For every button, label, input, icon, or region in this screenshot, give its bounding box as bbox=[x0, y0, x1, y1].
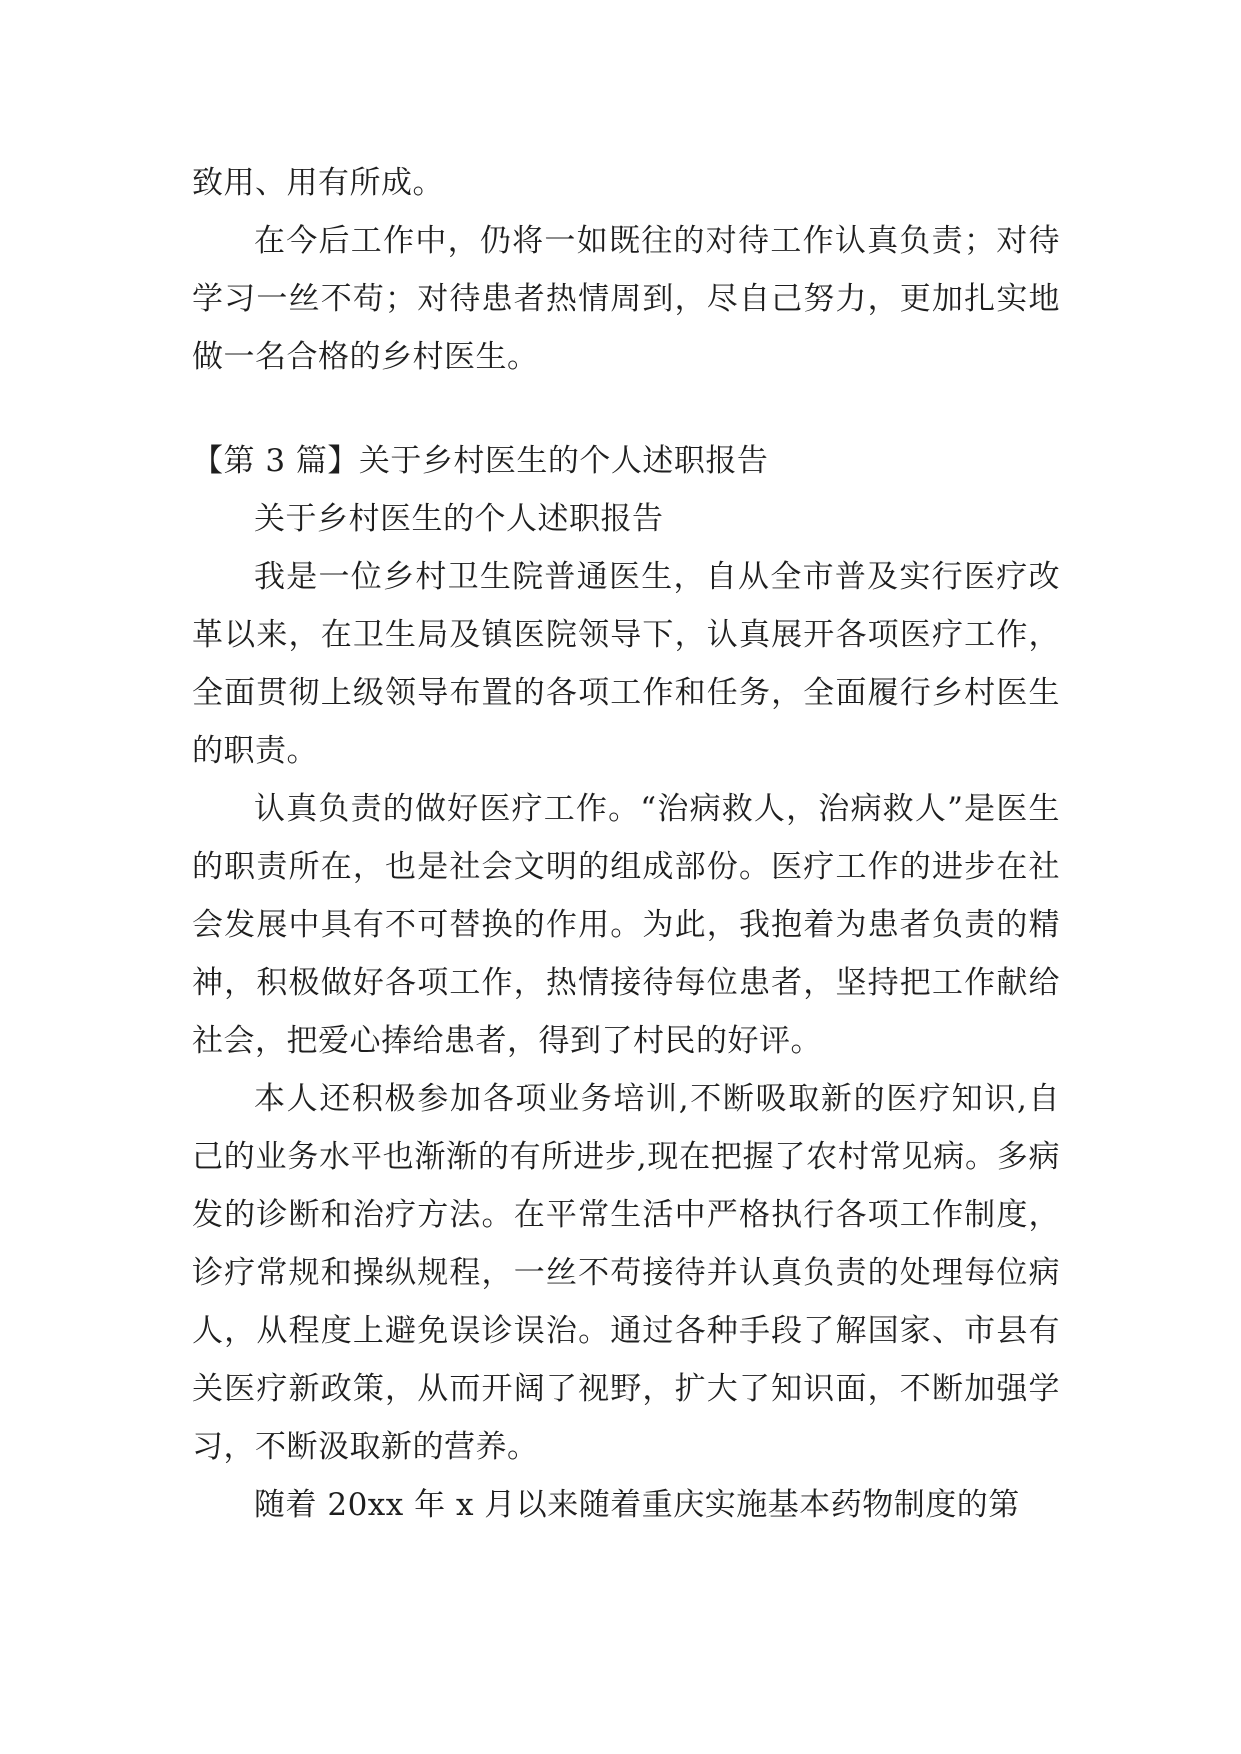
body-paragraph-4: 随着 20xx 年 x 月以来随着重庆实施基本药物制度的第 bbox=[254, 1487, 1020, 1523]
body-paragraph-3: 本人还积极参加各项业务培训,不断吸取新的医疗知识,自己的业务水平也渐渐的有所进步,现在把握了农村常见病。多病发的诊断和治疗方法。在平常生活中严格执行各项工作制度，诊疗常规和操纵规程，一丝不苟接待并认真负责的处理每位病人，从程度上避免误诊误治。通过各种手段了解国家、市县有关医疗新政策，从而开阔了视野，扩大了知识面，不断加强学习，不断汲取新的营养。 bbox=[192, 1081, 1060, 1465]
body-paragraph-2: 认真负责的做好医疗工作。“治病救人，治病救人”是医生的职责所在，也是社会文明的组成部份。医疗工作的进步在社会发展中具有不可替换的作用。为此，我抱着为患者负责的精神，积极做好各项工作，热情接待每位患者，坚持把工作献给社会，把爱心捧给患者，得到了村民的好评。 bbox=[192, 791, 1060, 1059]
closing-paragraph: 在今后工作中，仍将一如既往的对待工作认真负责；对待学习一丝不苟；对待患者热情周到，尽自己努力，更加扎实地做一名合格的乡村医生。 bbox=[192, 223, 1060, 375]
continuation-paragraph: 致用、用有所成。 bbox=[192, 165, 444, 201]
document-body bbox=[192, 154, 1060, 1534]
body-paragraph-1: 我是一位乡村卫生院普通医生，自从全市普及实行医疗改革以来，在卫生局及镇医院领导下，认真展开各项医疗工作，全面贯彻上级领导布置的各项工作和任务，全面履行乡村医生的职责。 bbox=[192, 559, 1060, 769]
article-subtitle: 关于乡村医生的个人述职报告 bbox=[254, 501, 664, 537]
section-gap bbox=[192, 386, 1060, 432]
article-heading: 【第 3 篇】关于乡村医生的个人述职报告 bbox=[192, 443, 769, 479]
